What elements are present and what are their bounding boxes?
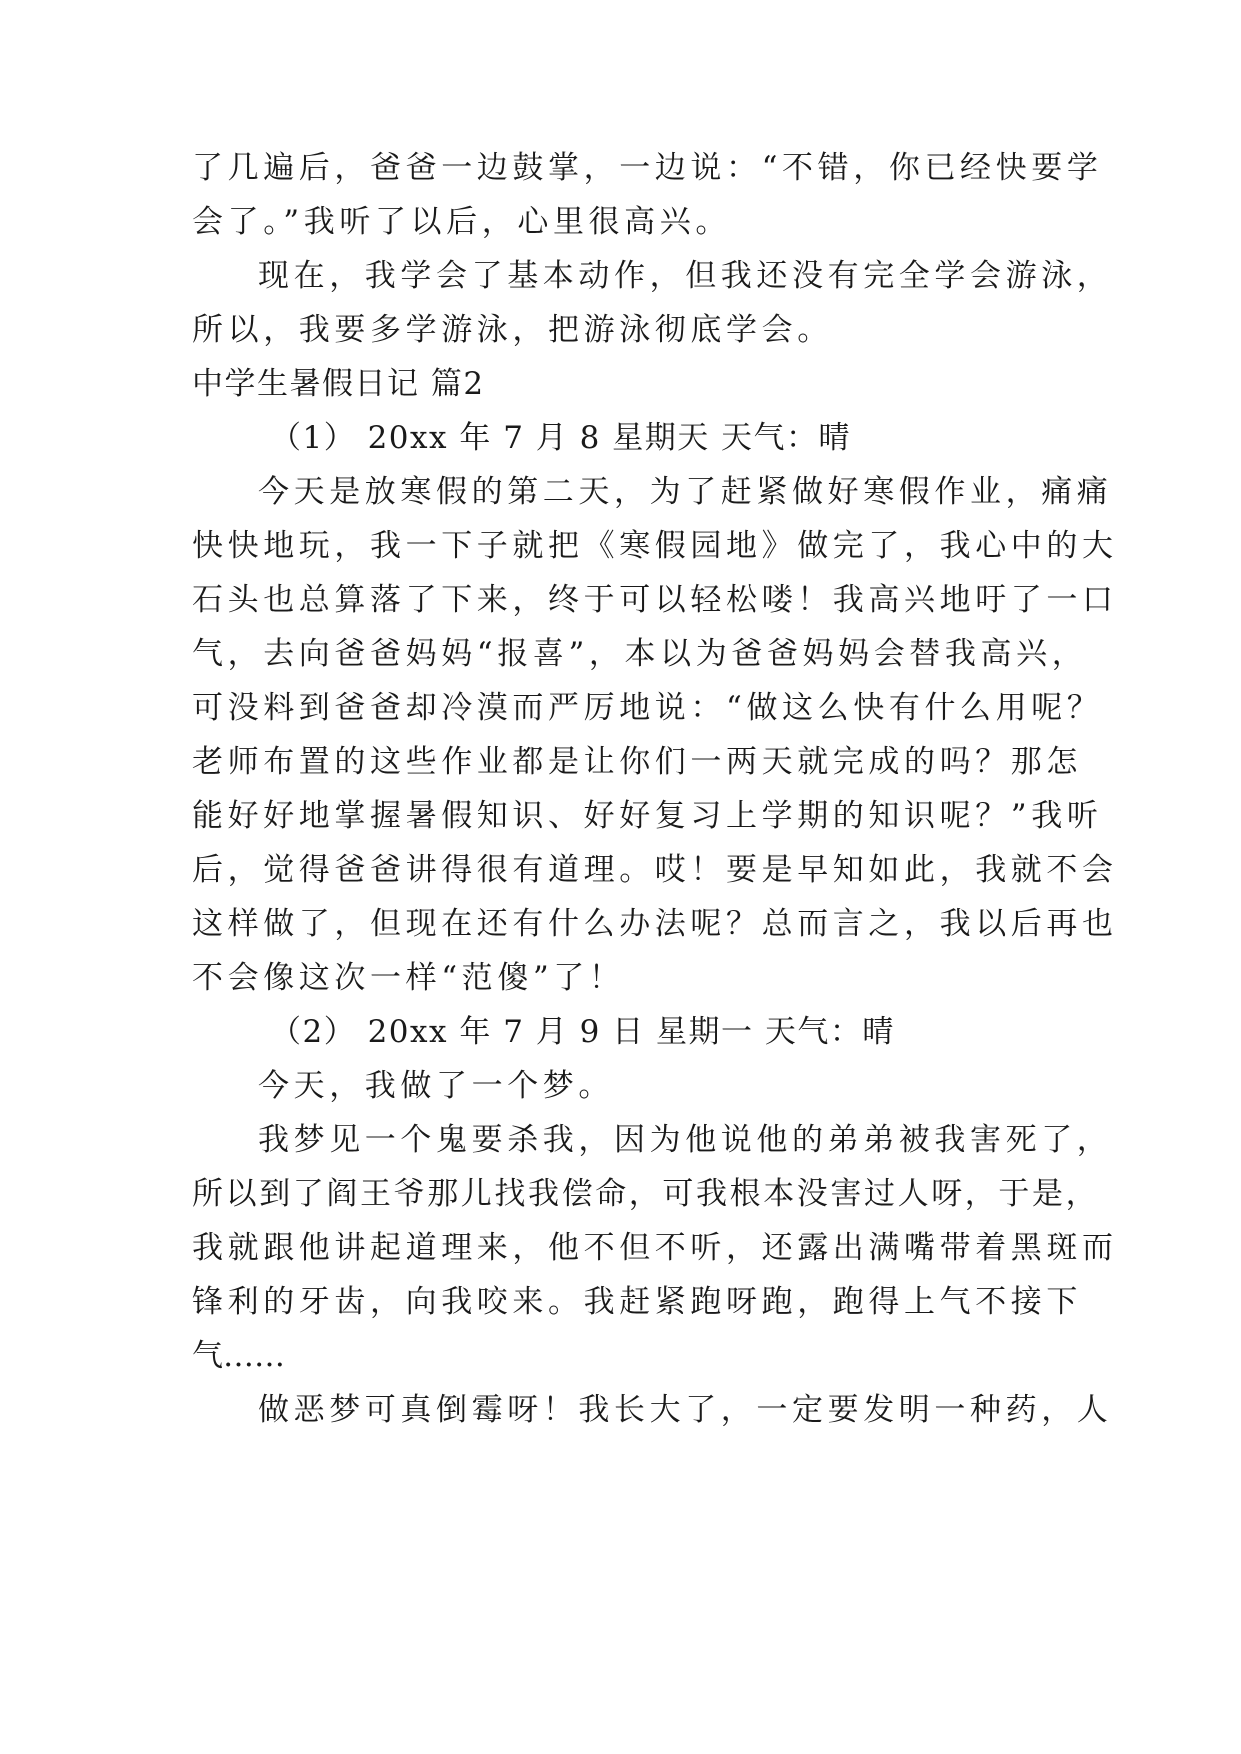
text-line: 快快地玩，我一下子就把《寒假园地》做完了，我心中的大: [192, 528, 1118, 564]
text-line: 所以到了阎王爷那儿找我偿命，可我根本没害过人呀，于是，: [192, 1176, 1100, 1212]
diary-entry-date: （1） 20xx 年 7 月 8 星期天 天气：晴: [270, 420, 852, 456]
text-line: 做恶梦可真倒霉呀！我长大了，一定要发明一种药，人: [258, 1392, 1113, 1428]
text-line: 这样做了，但现在还有什么办法呢？总而言之，我以后再也: [192, 906, 1118, 942]
text-line: 了几遍后，爸爸一边鼓掌，一边说：“不错，你已经快要学: [192, 150, 1103, 186]
text-line: 可没料到爸爸却冷漠而严厉地说：“做这么快有什么用呢？: [192, 690, 1103, 726]
text-line: 后，觉得爸爸讲得很有道理。哎！要是早知如此，我就不会: [192, 852, 1118, 888]
text-line: 能好好地掌握暑假知识、好好复习上学期的知识呢？”我听: [192, 798, 1103, 834]
text-line: 所以，我要多学游泳，把游泳彻底学会。: [192, 312, 833, 348]
text-line: 我梦见一个鬼要杀我，因为他说他的弟弟被我害死了，: [258, 1122, 1113, 1158]
text-line: 气……: [192, 1338, 285, 1374]
text-line: 老师布置的这些作业都是让你们一两天就完成的吗？那怎: [192, 744, 1082, 780]
text-line: 不会像这次一样“范傻”了！: [192, 960, 625, 996]
text-line: 现在，我学会了基本动作，但我还没有完全学会游泳，: [258, 258, 1113, 294]
text-line: 今天，我做了一个梦。: [258, 1068, 614, 1104]
text-line: 气，去向爸爸妈妈“报喜”，本以为爸爸妈妈会替我高兴，: [192, 636, 1088, 672]
text-line: 我就跟他讲起道理来，他不但不听，还露出满嘴带着黑斑而: [192, 1230, 1118, 1266]
text-line: 会了。”我听了以后，心里很高兴。: [192, 204, 731, 240]
text-line: 今天是放寒假的第二天，为了赶紧做好寒假作业，痛痛: [258, 474, 1113, 510]
diary-entry-date: （2） 20xx 年 7 月 9 日 星期一 天气：晴: [270, 1014, 895, 1050]
text-line: 锋利的牙齿，向我咬来。我赶紧跑呀跑，跑得上气不接下: [192, 1284, 1082, 1320]
text-line: 石头也总算落了下来，终于可以轻松喽！我高兴地吁了一口: [192, 582, 1118, 618]
section-heading: 中学生暑假日记 篇2: [192, 366, 485, 402]
